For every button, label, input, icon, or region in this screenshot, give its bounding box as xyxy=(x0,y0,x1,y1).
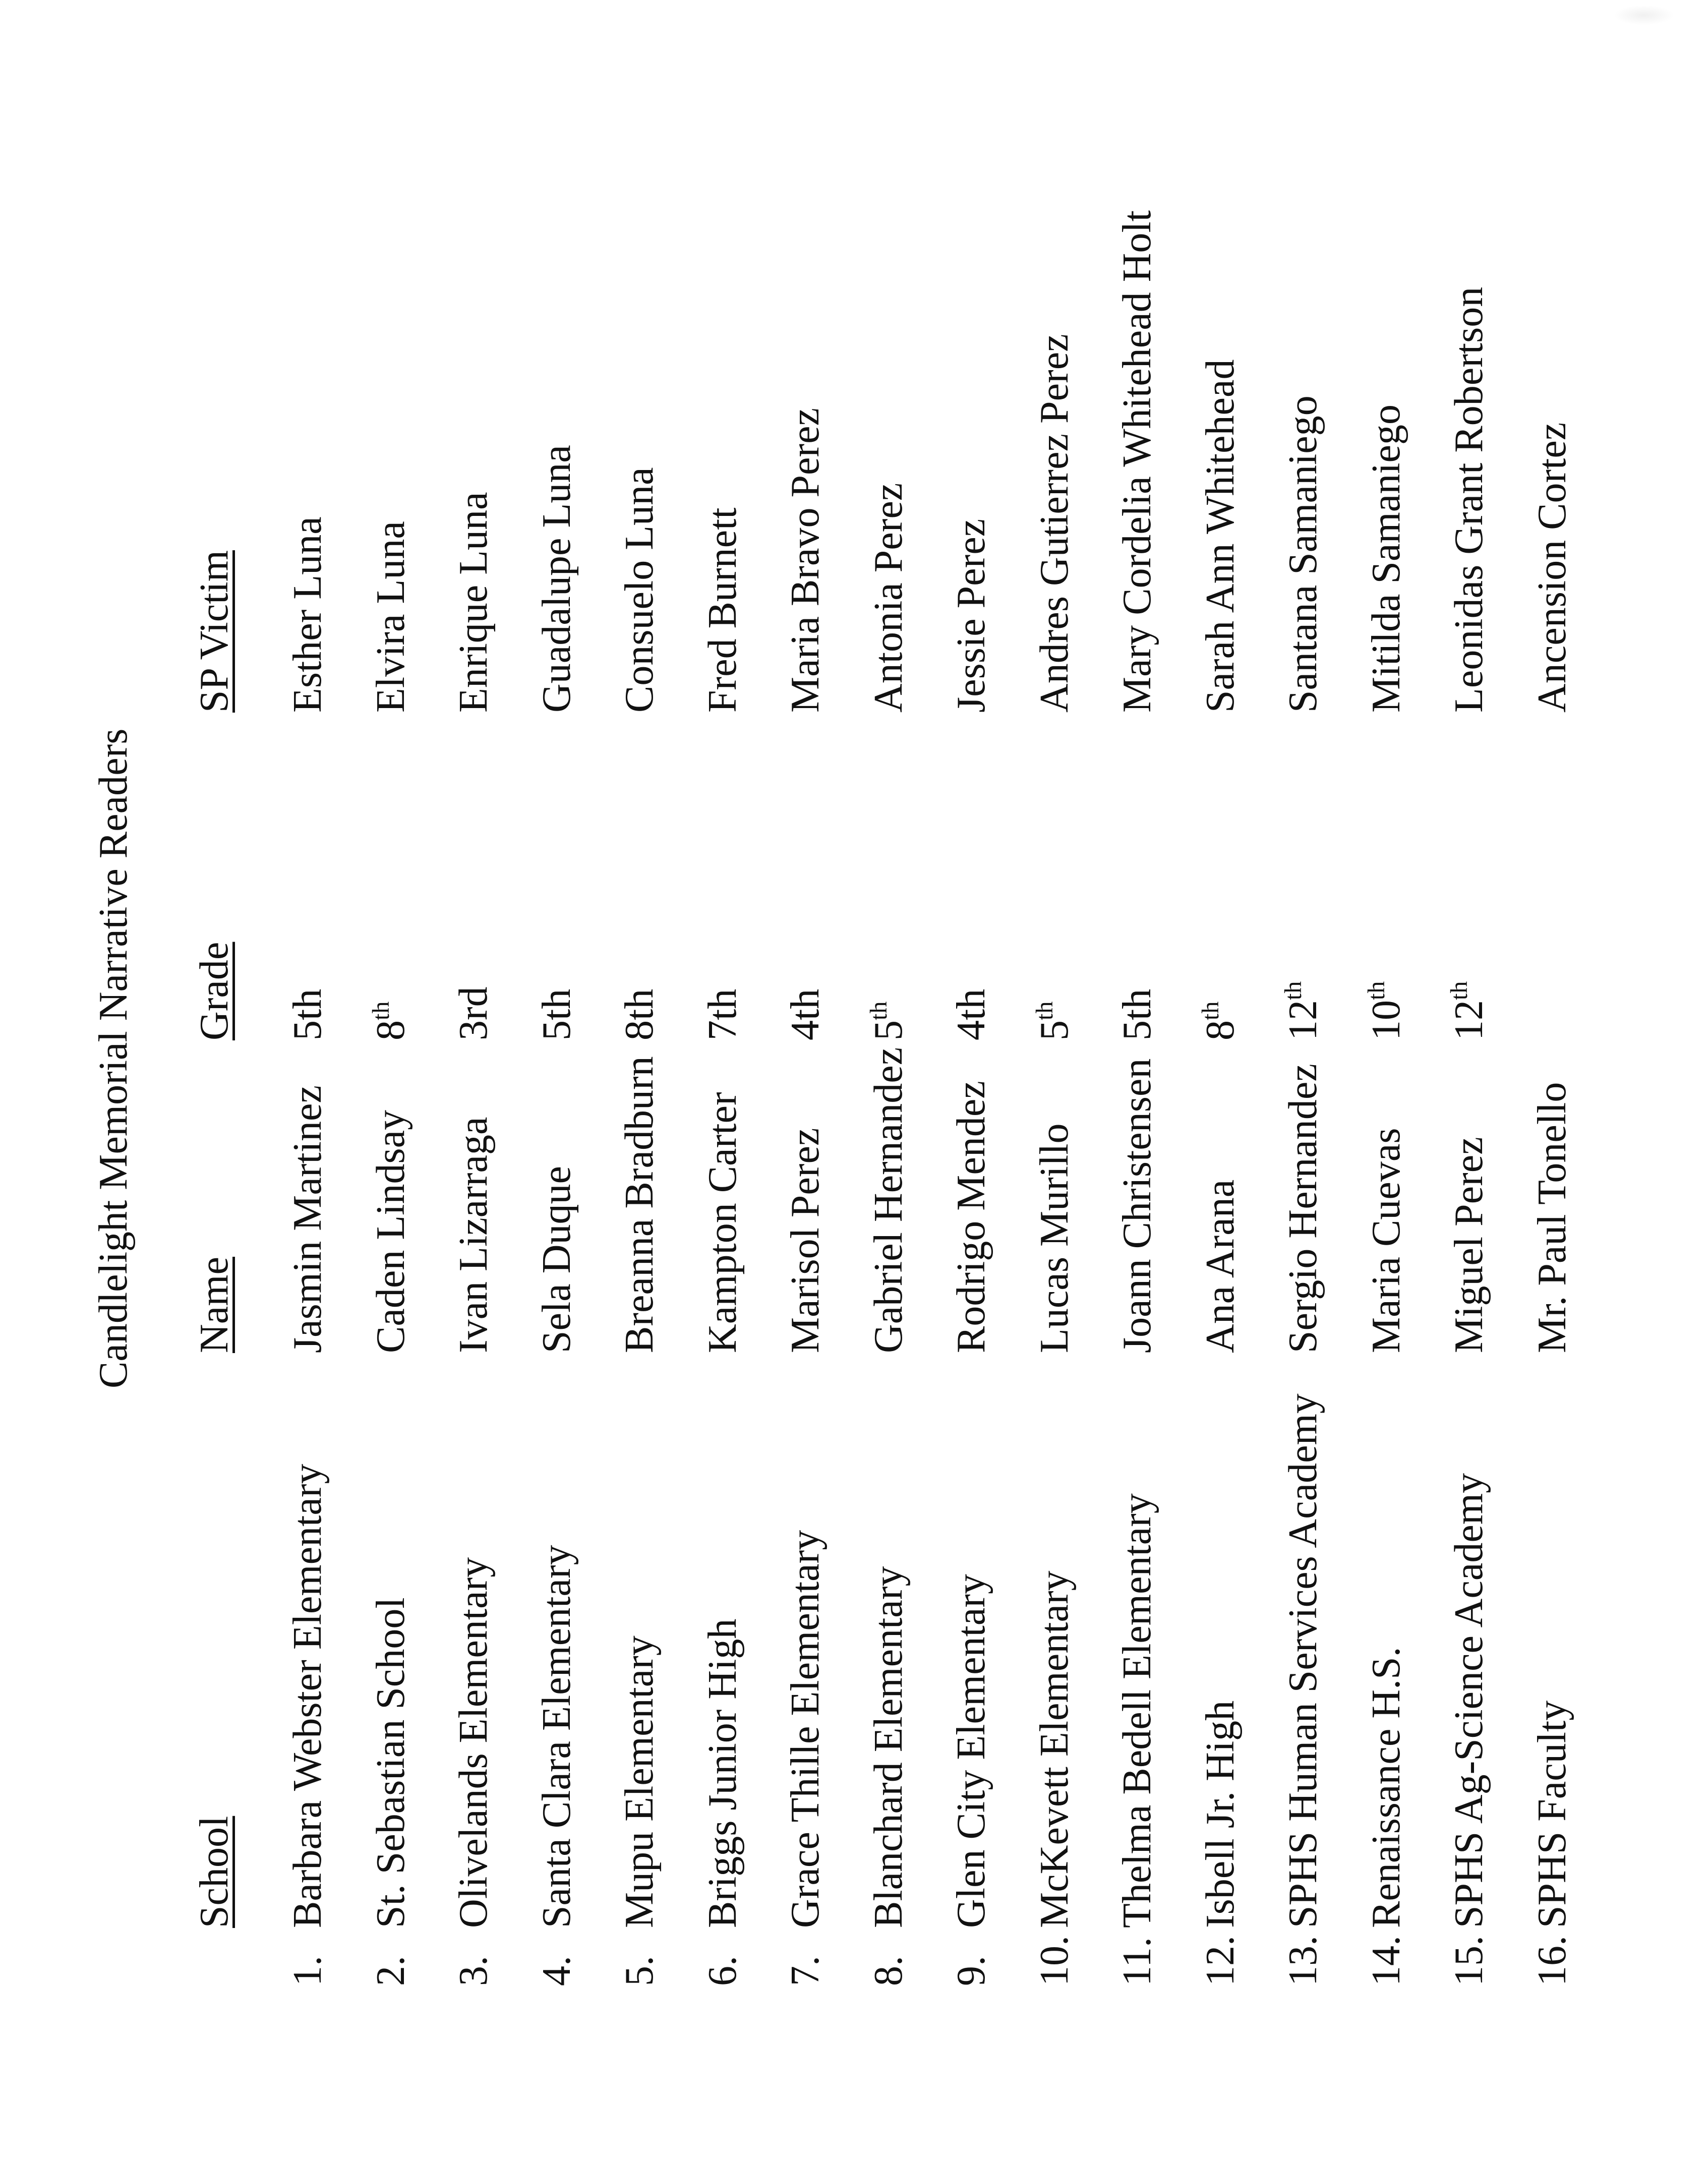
name-cell: Kampton Carter xyxy=(700,1092,745,1353)
row-number: 9. xyxy=(949,1956,993,1986)
sp-victim-cell: Elvira Luna xyxy=(368,521,413,713)
name-cell: Breanna Bradburn xyxy=(617,1056,662,1353)
table-row xyxy=(1529,0,1600,2160)
sp-victim-cell: Leonidas Grant Robertson xyxy=(1447,286,1491,713)
row-number: 15. xyxy=(1447,1936,1491,1986)
sp-victim-cell: Jessie Perez xyxy=(949,518,993,713)
grade-text: 4th xyxy=(783,988,828,1040)
name-cell: Sergio Hernandez xyxy=(1281,1064,1325,1353)
sp-victim-cell: Andres Gutierrez Perez xyxy=(1032,334,1077,713)
name-cell: Sela Duque xyxy=(534,1165,579,1353)
table-row xyxy=(1032,0,1102,2160)
row-number: 14. xyxy=(1364,1936,1408,1986)
grade-number: 8 xyxy=(1198,1020,1243,1040)
row-number: 8. xyxy=(866,1956,911,1986)
grade-ordinal-suffix: th xyxy=(1280,981,1307,1000)
grade-number: 5 xyxy=(866,1020,911,1040)
grade-cell xyxy=(1114,989,1160,1040)
grade-ordinal-suffix: th xyxy=(1446,981,1473,1000)
row-number: 3. xyxy=(451,1956,496,1986)
table-row xyxy=(783,0,853,2160)
row-number: 4. xyxy=(534,1956,579,1986)
school-cell: Olivelands Elementary xyxy=(451,1557,496,1928)
sp-victim-cell: Consuelo Luna xyxy=(617,467,662,713)
grade-number: 12 xyxy=(1447,1000,1491,1040)
row-number: 16. xyxy=(1529,1936,1574,1986)
name-cell: Caden Lindsay xyxy=(368,1110,413,1353)
row-number: 10. xyxy=(1032,1936,1077,1986)
sp-victim-cell: Esther Luna xyxy=(285,516,330,713)
name-cell: Rodrigo Mendez xyxy=(949,1081,993,1353)
school-cell: Santa Clara Elementary xyxy=(534,1545,579,1928)
grade-ordinal-suffix: th xyxy=(1363,981,1390,1000)
grade-cell xyxy=(783,989,829,1040)
sp-victim-cell: Ancension Cortez xyxy=(1529,422,1574,713)
school-cell: Isbell Jr. High xyxy=(1198,1700,1243,1928)
sp-victim-cell: Maria Bravo Perez xyxy=(783,407,828,713)
table-row xyxy=(1114,0,1185,2160)
sp-victim-cell: Guadalupe Luna xyxy=(534,445,579,713)
row-number: 5. xyxy=(617,1956,662,1986)
grade-text: 5th xyxy=(285,988,330,1040)
school-cell: Glen City Elementary xyxy=(949,1573,993,1928)
row-number: 11. xyxy=(1115,1937,1159,1986)
document-title: Candlelight Memorial Narrative Readers xyxy=(91,728,136,1388)
school-cell: St. Sebastian School xyxy=(368,1597,413,1928)
name-cell: Marisol Perez xyxy=(783,1128,828,1353)
grade-cell xyxy=(534,989,580,1040)
grade-ordinal-suffix: th xyxy=(367,1001,394,1020)
grade-cell xyxy=(949,989,994,1040)
school-cell: SPHS Ag-Science Academy xyxy=(1447,1473,1491,1928)
grade-text: 4th xyxy=(949,988,993,1040)
grade-cell xyxy=(368,1002,414,1040)
grade-cell xyxy=(617,989,663,1040)
name-cell: Maria Cuevas xyxy=(1364,1128,1408,1353)
sp-victim-cell: Sarah Ann Whitehead xyxy=(1198,359,1243,713)
row-number: 12. xyxy=(1198,1936,1243,1986)
grade-number: 8 xyxy=(368,1020,413,1040)
sp-victim-cell: Antonia Perez xyxy=(866,483,911,713)
header-school: School xyxy=(192,1816,237,1928)
table-row xyxy=(700,0,771,2160)
grade-cell xyxy=(451,986,497,1040)
table-row xyxy=(949,0,1019,2160)
grade-ordinal-suffix: th xyxy=(1031,1001,1058,1020)
grade-ordinal-suffix: th xyxy=(1197,1001,1224,1020)
row-number: 13. xyxy=(1281,1936,1325,1986)
grade-ordinal-suffix: th xyxy=(865,1001,892,1020)
name-cell: Lucas Murillo xyxy=(1032,1123,1077,1353)
sp-victim-cell: Fred Burnett xyxy=(700,507,745,713)
row-number: 7. xyxy=(783,1956,828,1986)
name-cell: Jasmin Martinez xyxy=(285,1085,330,1353)
name-cell: Ana Arana xyxy=(1198,1179,1243,1353)
grade-cell xyxy=(1280,981,1326,1040)
name-cell: Gabriel Hernandez xyxy=(866,1047,911,1353)
table-row xyxy=(617,0,687,2160)
sp-victim-cell: Mary Cordelia Whitehead Holt xyxy=(1115,210,1159,713)
table-row xyxy=(285,0,356,2160)
name-cell: Mr. Paul Tonello xyxy=(1529,1082,1574,1353)
table-row xyxy=(1364,0,1434,2160)
grade-cell xyxy=(1446,981,1492,1040)
grade-text: 3rd xyxy=(451,986,496,1040)
row-number: 1. xyxy=(285,1956,330,1986)
grade-cell xyxy=(285,989,331,1040)
school-cell: Blanchard Elementary xyxy=(866,1566,911,1928)
grade-text: 5th xyxy=(534,988,579,1040)
name-cell: Ivan Lizarraga xyxy=(451,1117,496,1353)
table-row xyxy=(534,0,605,2160)
grade-number: 10 xyxy=(1364,1000,1408,1040)
grade-cell xyxy=(1198,1002,1244,1040)
name-cell: Miguel Perez xyxy=(1447,1137,1491,1353)
grade-text: 5th xyxy=(1115,988,1159,1040)
header-grade: Grade xyxy=(192,942,237,1040)
school-cell: Grace Thille Elementary xyxy=(783,1530,828,1928)
school-cell: McKevett Elementary xyxy=(1032,1570,1077,1928)
grade-number: 5 xyxy=(1032,1020,1077,1040)
grade-cell xyxy=(866,1002,912,1040)
grade-text: 7th xyxy=(700,988,745,1040)
school-cell: Barbara Webster Elementary xyxy=(285,1464,330,1928)
school-cell: Thelma Bedell Elementary xyxy=(1115,1493,1159,1928)
school-cell: Mupu Elementary xyxy=(617,1636,662,1928)
header-sp-victim: SP Victim xyxy=(192,550,237,713)
school-cell: SPHS Faculty xyxy=(1529,1700,1574,1928)
sp-victim-cell: Santana Samaniego xyxy=(1281,395,1325,713)
sp-victim-cell: Enrique Luna xyxy=(451,492,496,713)
sp-victim-cell: Mitilda Samaniego xyxy=(1364,404,1408,713)
grade-cell xyxy=(1364,981,1409,1040)
school-cell: SPHS Human Services Academy xyxy=(1281,1393,1325,1928)
grade-cell xyxy=(700,989,746,1040)
school-cell: Renaissance H.S. xyxy=(1364,1647,1408,1928)
grade-number: 12 xyxy=(1281,1000,1325,1040)
grade-cell xyxy=(1032,1002,1078,1040)
table-row xyxy=(1198,0,1268,2160)
table-row xyxy=(1446,0,1517,2160)
name-cell: Joann Christensen xyxy=(1115,1058,1159,1353)
header-name: Name xyxy=(192,1256,237,1353)
table-row xyxy=(451,0,521,2160)
table-row xyxy=(368,0,439,2160)
grade-text: 8th xyxy=(617,988,662,1040)
table-row xyxy=(866,0,936,2160)
row-number: 2. xyxy=(368,1956,413,1986)
school-cell: Briggs Junior High xyxy=(700,1618,745,1928)
table-row xyxy=(1280,0,1351,2160)
row-number: 6. xyxy=(700,1956,745,1986)
